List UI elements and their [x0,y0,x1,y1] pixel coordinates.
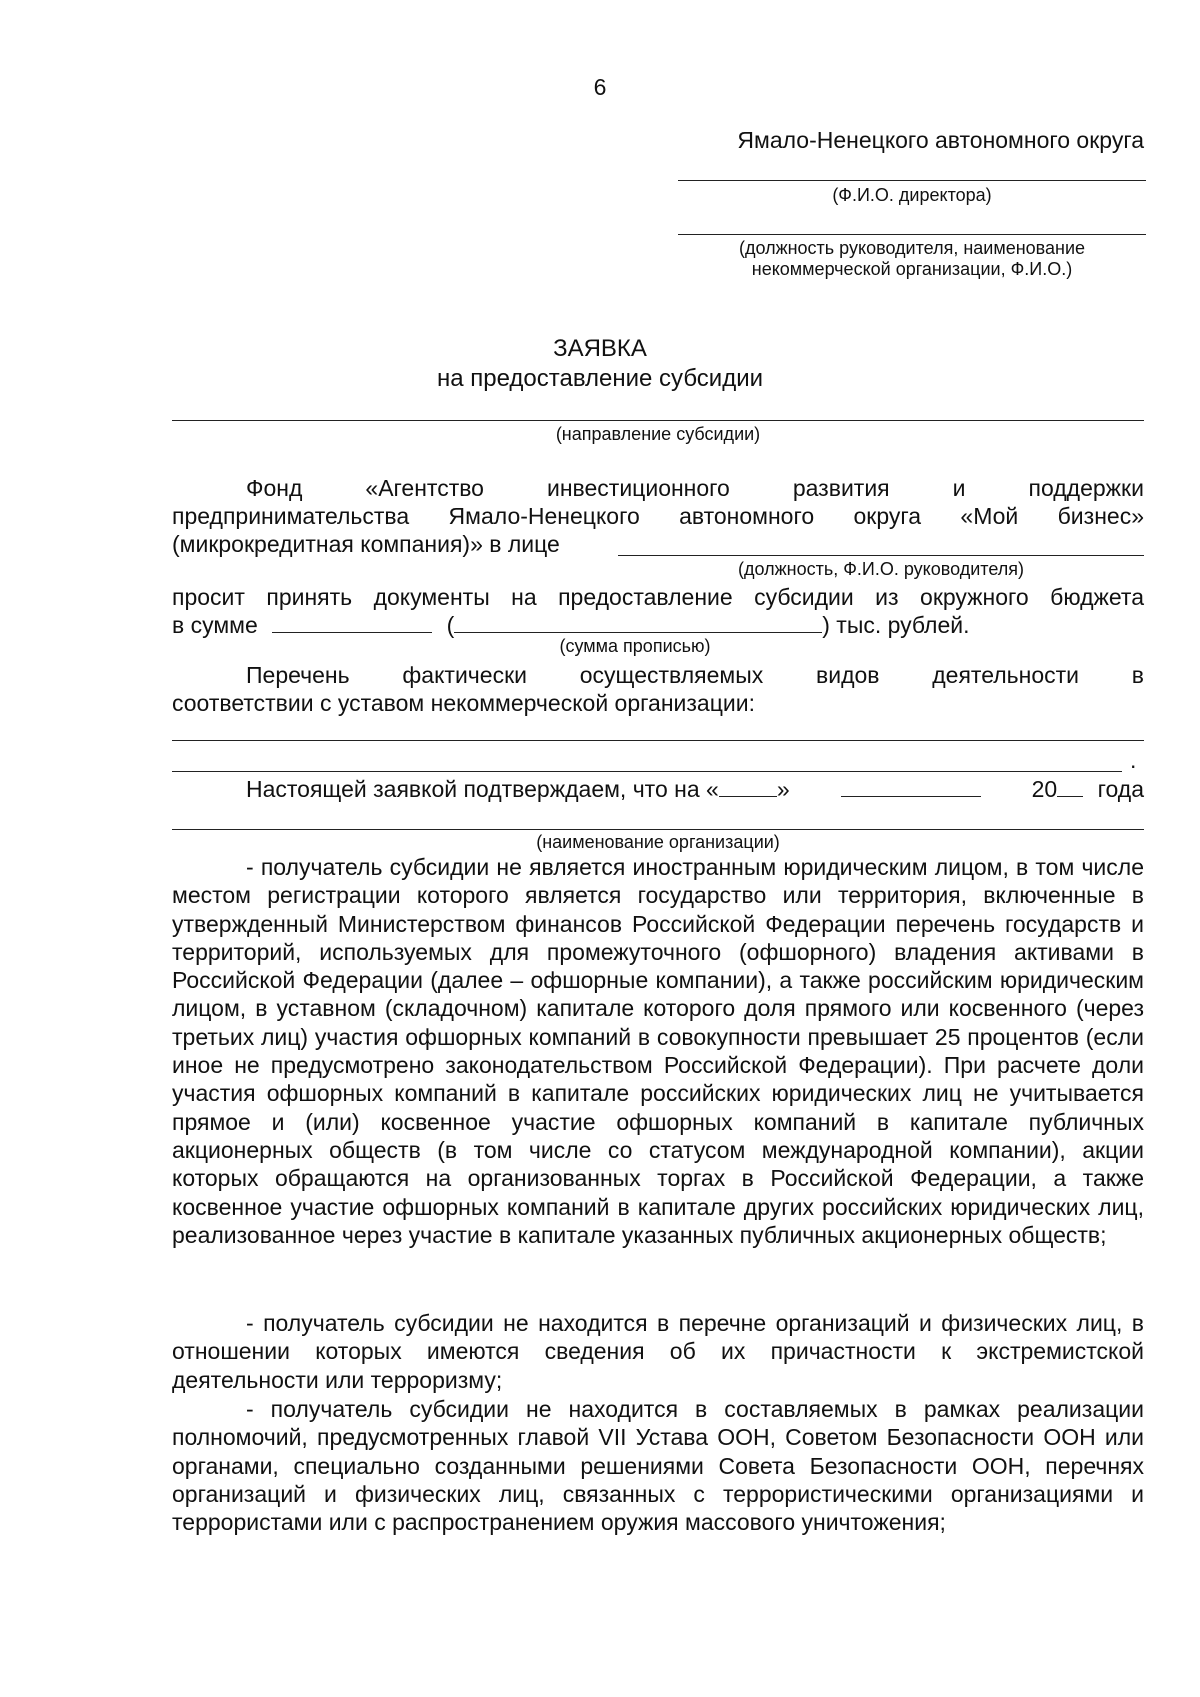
sum-line [172,611,1144,639]
activities-word: деятельности [932,662,1080,688]
organization-caption: (наименование организации) [536,832,780,852]
intro-line-1 [246,474,1144,502]
sum-amount-blank [272,612,432,633]
intro-word: поддержки [1028,475,1144,501]
activities-word: в [1131,662,1144,688]
intro-line-3 [172,530,1144,558]
intro-word: развития [792,475,890,501]
representative-line [618,555,1144,556]
sum-suffix: ) тыс. рублей. [822,612,970,638]
representative-caption: (должность, Ф.И.О. руководителя) [738,559,1024,579]
activities-word: Перечень [246,662,350,688]
activities-word: осуществляемых [579,662,764,688]
intro-word: Фонд [246,475,303,501]
confirmation-date-group [246,775,790,803]
sum-prefix: в сумме [172,612,258,638]
intro-word: инвестиционного [546,475,730,501]
organization-name-line [172,829,1144,830]
head-caption-line2: некоммерческой организации, Ф.И.О.) [751,259,1073,279]
intro-line-4: просит принять документы на предоставление субсидии из окружного бюджета [172,584,1144,610]
activities-blank-line-2 [172,771,1122,772]
year-prefix: 20 [1031,776,1058,802]
confirmation-line [246,775,1144,803]
month-blank [841,776,981,797]
year-group [1032,775,1144,803]
sum-open-paren: ( [446,612,455,638]
sum-words-blank [454,612,822,633]
year-suffix: года [1097,776,1144,802]
quote-close: » [776,776,790,802]
intro-line-3-text: (микрокредитная компания)» в лице [172,531,560,557]
direction-line [172,420,1144,421]
page-number: 6 [593,74,607,100]
head-name-line [678,234,1146,235]
head-caption-line1: (должность руководителя, наименование [738,238,1086,258]
activities-word: фактически [402,662,527,688]
confirmation-prefix: Настоящей заявкой подтверждаем, что на « [246,776,719,802]
clause-offshore: - получатель субсидии не является иностранным юридическим лицом, в том числе местом регистрации которого является государство или территория, включенные в утвержденный Министерством финансов Российской Федерации перечень государств и территорий, используемых для промежуточного (офшорного) владения активами в Российской Федерации (далее – офшорные компании), а также российским юридическим лицом, в уставном (складочном) капитале которого доля прямого или косвенного (через третьих лиц) участия офшорных компаний в совокупности превышает 25 процентов (если иное не предусмотрено законодательством Российской Федерации). При расчете доли участия офшорных компаний в капитале российских юридических лиц не учитывается прямое и (или) косвенное участие офшорных компаний в капитале публичных акционерных обществ (в том числе со статусом международной компании), акции которых обращаются на организованных торгах в Российской Федерации, а также косвенное участие офшорных компаний в капитале других российских юридических лиц, реализованное через участие в капитале указанных публичных акционерных обществ; [172,854,1144,1248]
intro-word: и [952,475,966,501]
sum-caption: (сумма прописью) [559,636,711,656]
activities-end-dot: . [1130,747,1137,773]
clause-un-sanctions: - получатель субсидии не находится в составляемых в рамках реализации полномочий, предусмотренных главой VII Устава ООН, Советом Безопасности ООН или органами, специально созданными решениями Совета Безопасности ООН, перечнях организаций и физических лиц, связанных с террористическими организациями и террористами или с распространением оружия массового уничтожения; [172,1396,1144,1536]
activities-blank-line-1 [172,740,1144,741]
activities-line-2: соответствии с уставом некоммерческой организации: [172,690,755,716]
director-name-line [678,180,1146,181]
addressee-region: Ямало-Ненецкого автономного округа [737,127,1144,153]
document-title: ЗАЯВКА [553,335,647,362]
clause-extremism: - получатель субсидии не находится в перечне организаций и физических лиц, в отношении которых имеются сведения об их причастности к экстремистской деятельности или терроризму; [172,1310,1144,1393]
day-blank [719,776,777,797]
year-blank [1057,776,1083,797]
intro-line-2: предпринимательства Ямало-Ненецкого автономного округа «Мой бизнес» [172,503,1144,529]
intro-word: «Агентство [365,475,484,501]
direction-caption: (направление субсидии) [555,424,761,444]
activities-line-1 [246,661,1144,689]
document-subtitle: на предоставление субсидии [436,365,764,392]
director-caption: (Ф.И.О. директора) [832,185,992,205]
activities-word: видов [816,662,880,688]
